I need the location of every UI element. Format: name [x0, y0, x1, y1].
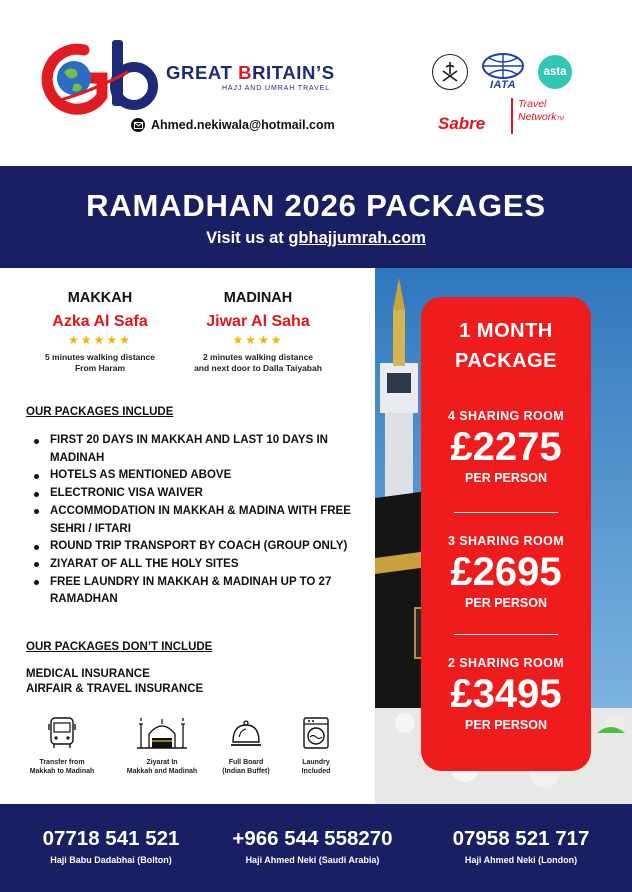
email-address[interactable]: Ahmed.nekiwala@hotmail.com: [151, 118, 335, 132]
contact-name: Haji Babu Dadabhai (Bolton): [50, 855, 172, 865]
room-type: 2 SHARING ROOM: [447, 656, 565, 670]
iata-text: IATA: [489, 79, 517, 91]
hotel-distance-line1: 5 minutes walking distance: [44, 352, 156, 362]
list-item: HOTELS AS MENTIONED ABOVE: [32, 467, 362, 485]
phone-number[interactable]: +966 544 558270: [232, 827, 393, 850]
hotel-name: Jiwar Al Saha: [206, 313, 310, 330]
feature-laundry: [276, 716, 356, 776]
hotel-distance: [168, 352, 348, 374]
brand-word-great: GREAT: [166, 62, 239, 83]
hotel-madinah: [168, 290, 348, 374]
contact-name: Haji Ahmed Neki (Saudi Arabia): [245, 855, 380, 865]
feature-full-board: [206, 716, 286, 776]
per-person: PER PERSON: [465, 596, 547, 610]
feature-label: [276, 758, 356, 776]
hotel-city: MAKKAH: [67, 290, 133, 306]
tier-divider: [454, 634, 558, 635]
hotel-distance-line2: From Haram: [74, 363, 126, 373]
feature-label: [22, 758, 102, 776]
bus-icon: [47, 716, 77, 750]
tier-4-sharing: [421, 409, 591, 485]
title-banner: [0, 166, 632, 268]
excludes-heading: OUR PACKAGES DON’T INCLUDE: [26, 641, 213, 653]
room-type: 4 SHARING ROOM: [447, 409, 565, 423]
contact-name: Haji Ahmed Neki (London): [464, 855, 578, 865]
brand-letter-b: B: [238, 62, 253, 83]
hotel-makkah: [10, 290, 190, 374]
feature-label-line2: Makkah and Madinah: [126, 768, 198, 775]
tier-divider: [454, 512, 558, 513]
washing-machine-icon: [301, 716, 331, 750]
list-item: ZIYARAT OF ALL THE HOLY SITES: [32, 556, 362, 574]
feature-ziyarat: [122, 716, 202, 776]
brand-title: [166, 62, 386, 84]
list-item: ACCOMMODATION IN MAKKAH & MADINA WITH FREE SEHRI / IFTARI: [32, 503, 362, 538]
food-cloche-icon: [229, 716, 263, 750]
contact-bolton: [22, 827, 200, 865]
visit-prefix: Visit us at: [206, 229, 289, 247]
list-item: ELECTRONIC VISA WAIVER: [32, 485, 362, 503]
saudi-emblem-icon: [432, 54, 468, 90]
includes-list: [32, 432, 362, 609]
feature-label-line2: Makkah to Madinah: [29, 768, 95, 775]
hotel-distance-line1: 2 minutes walking distance: [202, 352, 314, 362]
includes-heading: OUR PACKAGES INCLUDE: [26, 406, 174, 418]
feature-label-line1: Transfer from: [39, 759, 85, 766]
email-contact[interactable]: [131, 118, 335, 132]
travel-network-line2: Network: [518, 111, 557, 123]
header: [0, 0, 632, 166]
room-type: 3 SHARING ROOM: [447, 534, 565, 548]
price: £3495: [450, 672, 562, 716]
hotel-city: MADINAH: [223, 290, 293, 306]
package-title-line1: 1 MONTH: [459, 320, 553, 342]
brand-subtitle: HAJJ AND UMRAH TRAVEL: [221, 85, 331, 92]
page-title: RAMADHAN 2026 PACKAGES: [86, 188, 546, 223]
brand-word-britains: RITAIN’S: [252, 62, 335, 83]
feature-label-line2: Included: [301, 768, 331, 775]
asta-logo: asta: [538, 55, 572, 89]
hotel-name: Azka Al Safa: [52, 313, 148, 330]
travel-network-line1: Travel: [518, 98, 547, 110]
per-person: PER PERSON: [465, 471, 547, 485]
gb-logo-icon: [40, 36, 160, 118]
feature-transfer: [22, 716, 102, 776]
feature-label: [206, 758, 286, 776]
package-title: [421, 316, 591, 376]
package-title-line2: PACKAGE: [454, 350, 558, 372]
partner-logos: [432, 52, 582, 142]
feature-label-line1: Ziyarat In: [146, 759, 178, 766]
feature-label-line1: Laundry: [302, 759, 330, 766]
footer-contacts: [0, 804, 632, 892]
brand-name: [166, 62, 386, 92]
exclude-item: MEDICAL INSURANCE: [26, 668, 150, 680]
contact-saudi: [210, 827, 415, 865]
phone-number[interactable]: 07958 521 717: [452, 827, 590, 850]
price: £2275: [450, 425, 562, 469]
tier-2-sharing: [421, 656, 591, 732]
feature-label-line1: Full Board: [228, 759, 264, 766]
package-card: [421, 297, 591, 771]
star-rating-icon: ★★★★★: [68, 333, 132, 347]
sabre-divider: [511, 98, 513, 134]
envelope-icon: [131, 118, 145, 132]
list-item: ROUND TRIP TRANSPORT BY COACH (GROUP ONLY): [32, 538, 362, 556]
tier-3-sharing: [421, 534, 591, 610]
contact-london: [432, 827, 610, 865]
package-details: [0, 268, 375, 804]
exclude-item: AIRFAIR & TRAVEL INSURANCE: [26, 683, 204, 695]
per-person: PER PERSON: [465, 718, 547, 732]
feature-label-line2: (Indian Buffet): [222, 768, 270, 775]
phone-number[interactable]: 07718 541 521: [42, 827, 180, 850]
travel-network-logo: [518, 98, 564, 126]
list-item: FREE LAUNDRY IN MAKKAH & MADINAH UP TO 27 RAMADHAN: [32, 574, 362, 609]
star-rating-icon: ★★★★: [232, 333, 284, 347]
list-item: FIRST 20 DAYS IN MAKKAH AND LAST 10 DAYS IN MADINAH: [32, 432, 362, 467]
visit-line: [0, 229, 632, 248]
excludes-list: [26, 667, 203, 697]
hotel-distance-line2: and next door to Dalla Taiyabah: [194, 363, 322, 373]
travel-network-tm: TM: [556, 116, 564, 122]
feature-label: [122, 758, 202, 776]
sabre-logo: Sabre: [438, 114, 486, 133]
price: £2695: [450, 550, 562, 594]
website-link[interactable]: gbhajjumrah.com: [288, 229, 426, 247]
hotel-distance: [10, 352, 190, 374]
mosque-icon: [135, 716, 189, 750]
